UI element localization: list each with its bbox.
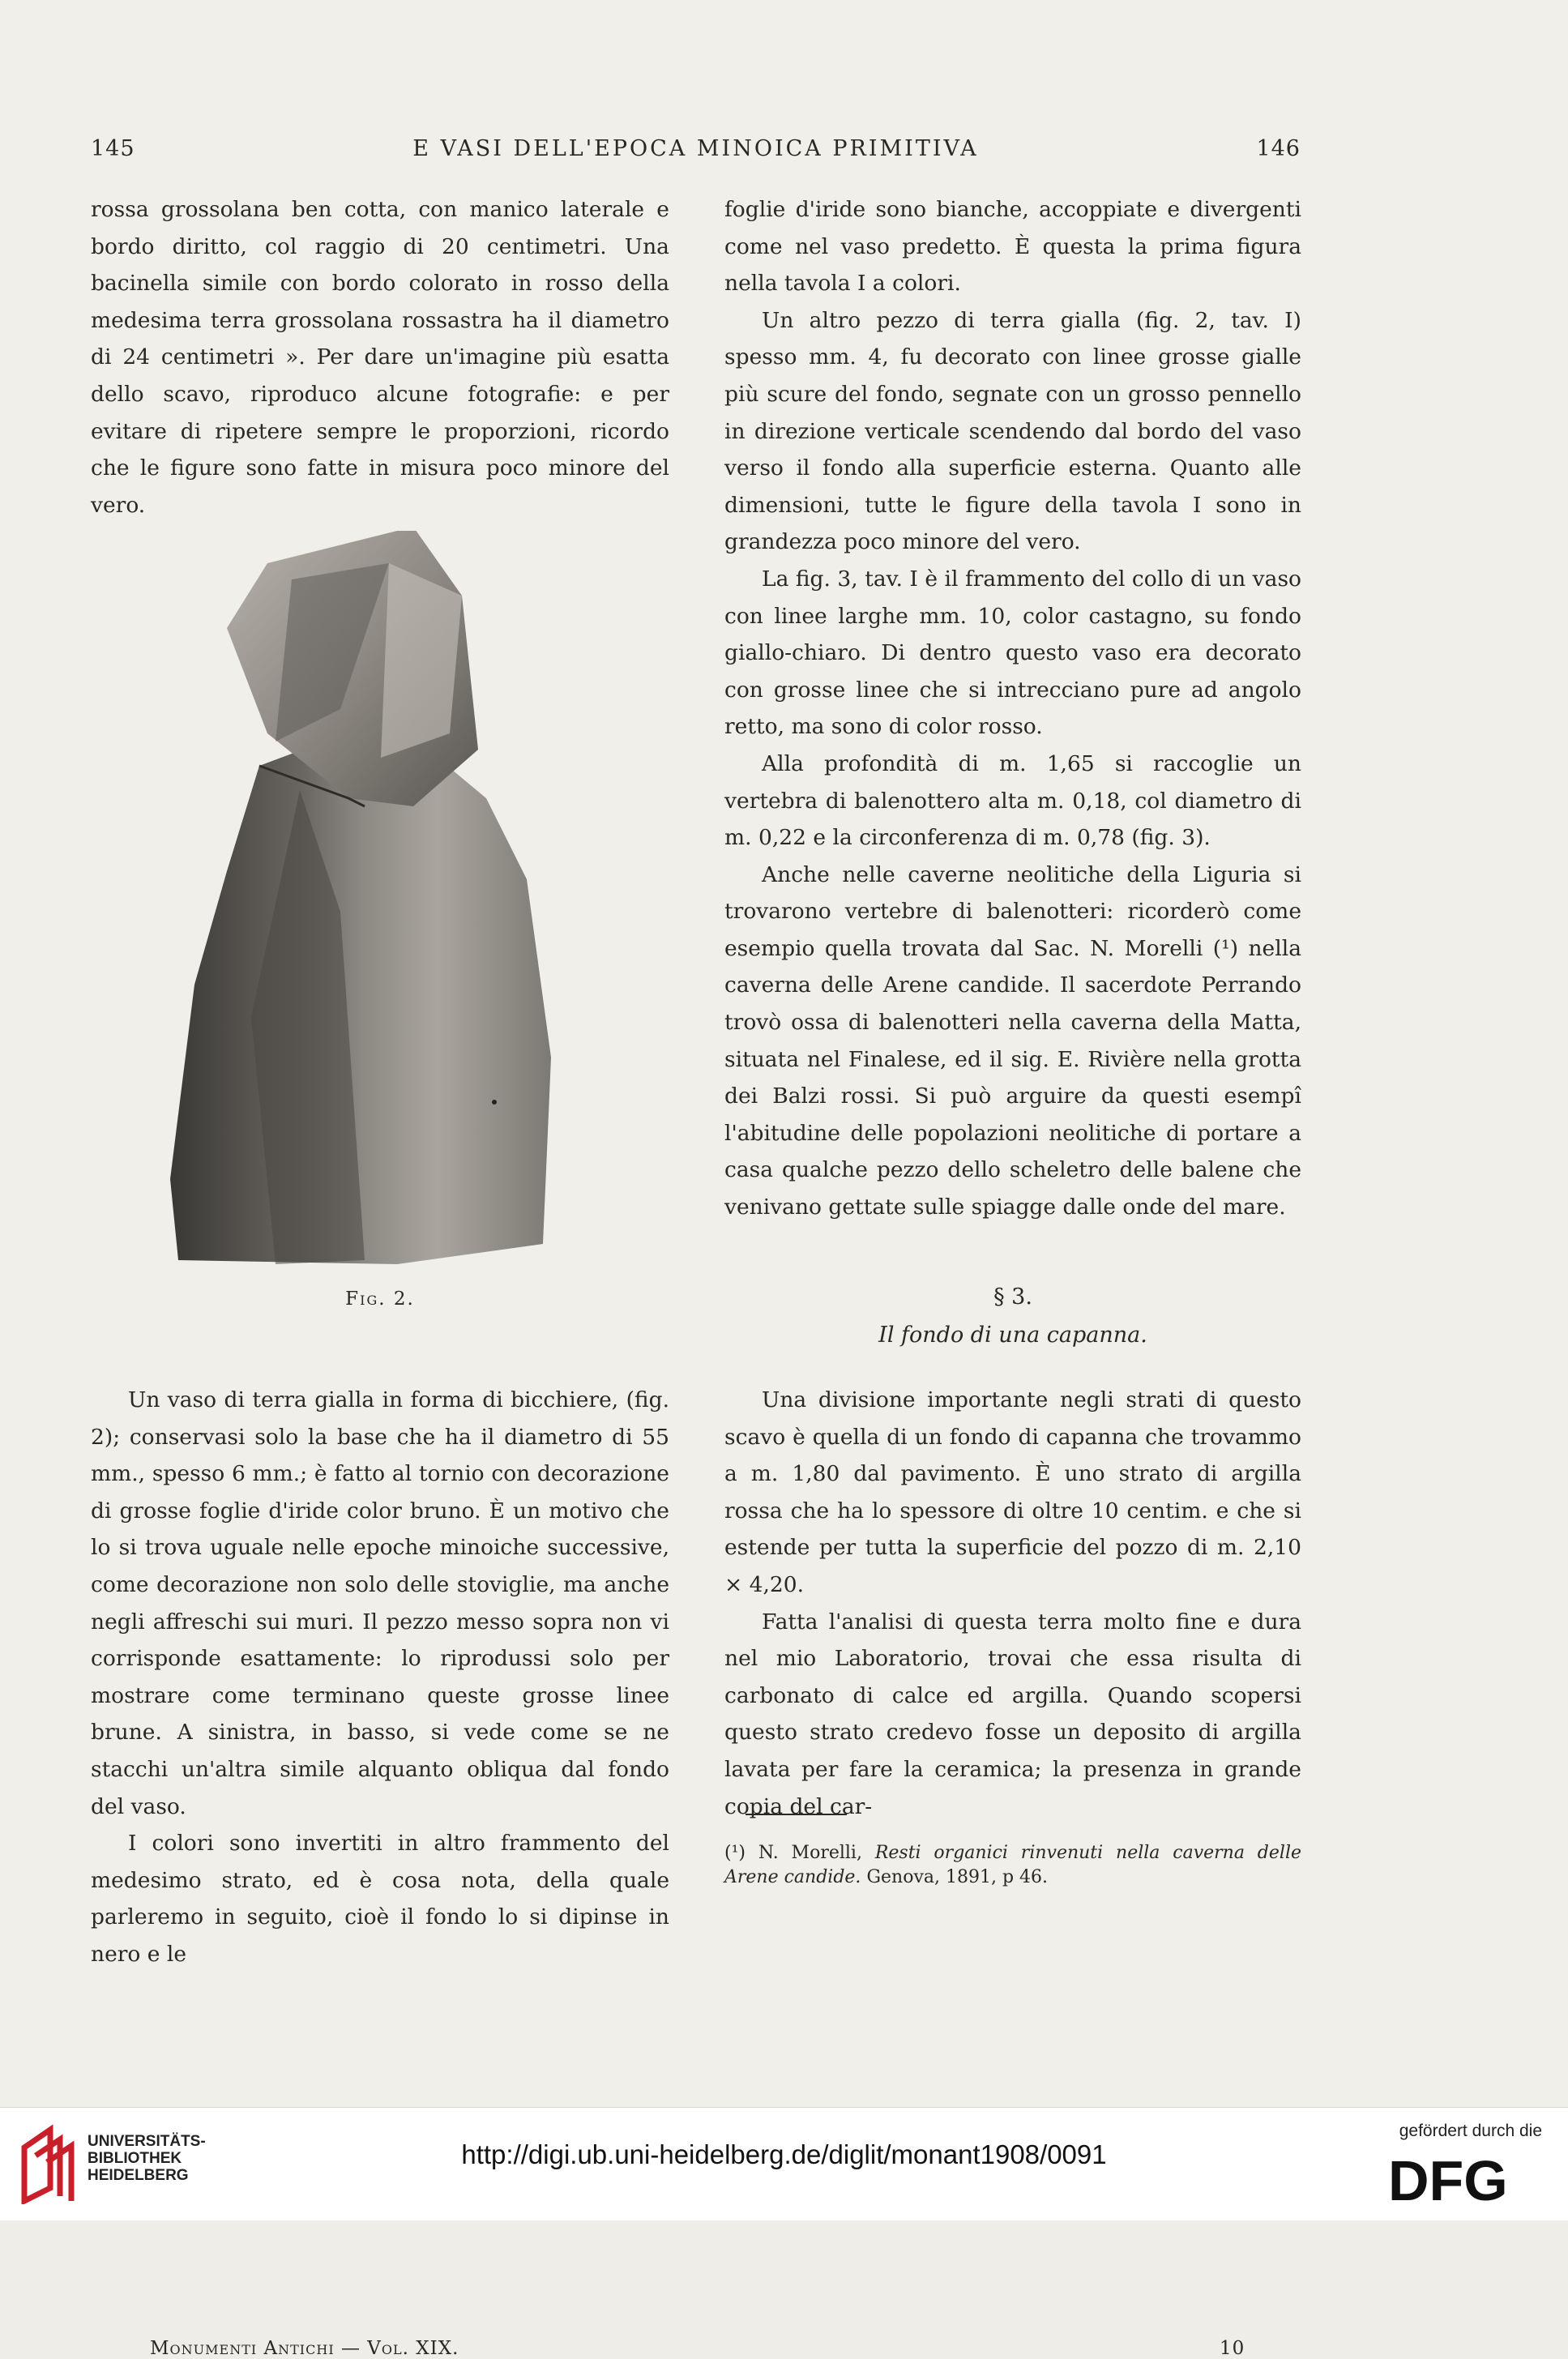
running-title: E VASI DELL'EPOCA MINOICA PRIMITIVA bbox=[412, 136, 979, 161]
library-line: BIBLIOTHEK bbox=[88, 2150, 182, 2167]
right-column-bottom bbox=[724, 1382, 1301, 1825]
library-line: UNIVERSITÄTS- bbox=[88, 2133, 206, 2150]
dfg-logo-icon bbox=[1388, 2152, 1542, 2208]
paragraph: La fig. 3, tav. I è il frammento del collo di un vaso con linee larghe mm. 10, color castagno, su fondo giallo-chiaro. Di dentro questo vaso era decorato con grosse linee che si intrecciano pure ad angolo retto, ma sono di color rosso. bbox=[724, 566, 1301, 740]
footnote bbox=[724, 1841, 1301, 1890]
signature-number: 10 bbox=[1220, 2338, 1245, 2359]
paragraph: Una divisione importante negli strati di questo scavo è quella di un fondo di capanna che trovammo a m. 1,80 dal pavimento. È uno strato di argilla rossa che ha lo spessore di oltre 10 centim. e che si estende per tutta la superficie del pozzo di m. 2,10 × 4,20. bbox=[724, 1387, 1301, 1597]
left-column-top bbox=[91, 191, 669, 524]
library-line: HEIDELBERG bbox=[88, 2167, 189, 2184]
journal-footer: Monumenti Antichi — Vol. XIX. bbox=[150, 2338, 459, 2359]
footnote-divider bbox=[746, 1814, 847, 1815]
paragraph: Fatta l'analisi di questa terra molto fine e dura nel mio Laboratorio, trovai che essa risulta di carbonato di calce ed argilla. Quando scopersi questo strato credevo fosse un deposito di argilla lavata per fare la ceramica; la presenza in grande copia del car- bbox=[724, 1609, 1301, 1819]
page-number-left: 145 bbox=[91, 136, 135, 161]
paragraph: I colori sono invertiti in altro frammento del medesimo strato, ed è cosa nota, della quale parleremo in seguito, cioè il fondo lo si dipinse in nero e le bbox=[91, 1831, 669, 1967]
dfg-logo-text: DFG bbox=[1388, 2152, 1508, 2208]
right-column-top bbox=[724, 191, 1301, 1226]
paragraph: Anche nelle caverne neolitiche della Liguria si trovarono vertebre di balenotteri: ricorderò come esempio quella trovata dal Sac. N. Morelli (¹) nella caverna delle Arene candide. Il sacerdote Perrando trovò ossa di balenotteri nella caverna della Matta, situata nel Finalese, ed il sig. E. Rivière nella grotta dei Balzi rossi. Si può arguire da questi esempî l'abitudine delle popolazioni neolitiche di portare a casa qualche pezzo dello scheletro delle balene che venivano gettate sulle spiagge dalle onde del mare. bbox=[724, 861, 1301, 1220]
page-number-right: 146 bbox=[1256, 136, 1301, 161]
left-column-bottom bbox=[91, 1382, 669, 1973]
permalink-url[interactable]: http://digi.ub.uni-heidelberg.de/diglit/monant1908/0091 bbox=[461, 2139, 1107, 2169]
paragraph: Un vaso di terra gialla in forma di bicchiere, (fig. 2); conservasi solo la base che ha il diametro di 55 mm., spesso 6 mm.; è fatto al tornio con decorazione di grosse foglie d'iride color bruno. È un motivo che lo si trova uguale nelle epoche minoiche successive, come decorazione non solo delle stoviglie, ma anche negli affreschi sui muri. Il pezzo messo sopra non vi corrisponde esattamente: lo riprodussi solo per mostrare come terminano queste grosse linee brune. A sinistra, in basso, si vede come se ne stacchi un'altra simile alquanto obliqua dal fondo del vaso. bbox=[91, 1387, 669, 1819]
paragraph: rossa grossolana ben cotta, con manico laterale e bordo diritto, col raggio di 20 centimetri. Una bacinella simile con bordo colorato in rosso della medesima terra grossolana rossastra ha il diametro di 24 centimetri ». Per dare un'imagine più esatta dello scavo, riproduco alcune fotografie: e per evitare di ripetere sempre le proporzioni, ricordo che le figure sono fatte in misura poco minore del vero. bbox=[91, 197, 669, 518]
section-number: § 3. bbox=[993, 1284, 1032, 1310]
footnote-author: N. Morelli, bbox=[758, 1843, 862, 1863]
footnote-title: Resti organici rinvenuti nella caverna delle Arene candide. bbox=[724, 1843, 1301, 1887]
paragraph: foglie d'iride sono bianche, accoppiate e divergenti come nel vaso predetto. È questa la prima figura nella tavola I a colori. bbox=[724, 197, 1301, 297]
figure-2-vase-fragment-photo bbox=[170, 531, 592, 1268]
funding-label: gefördert durch die bbox=[1399, 2122, 1542, 2140]
paragraph: Un altro pezzo di terra gialla (fig. 2, tav. I) spesso mm. 4, fu decorato con linee grosse gialle più scure del fondo, segnate con un grosso pennello in direzione verticale scendendo dal bordo del vaso verso il fondo alla superficie esterna. Quanto alle dimensioni, tutte le figure della tavola I sono in grandezza poco minore del vero. bbox=[724, 307, 1301, 555]
paragraph: Alla profondità di m. 1,65 si raccoglie un vertebra di balenottero alta m. 0,18, col diametro di m. 0,22 e la circonferenza di m. 0,78 (fig. 3). bbox=[724, 750, 1301, 851]
figure-caption: Fig. 2. bbox=[345, 1288, 415, 1310]
footnote-details: Genova, 1891, p 46. bbox=[866, 1867, 1049, 1887]
footnote-marker: (¹) bbox=[724, 1843, 746, 1863]
section-title: Il fondo di una capanna. bbox=[878, 1323, 1147, 1348]
